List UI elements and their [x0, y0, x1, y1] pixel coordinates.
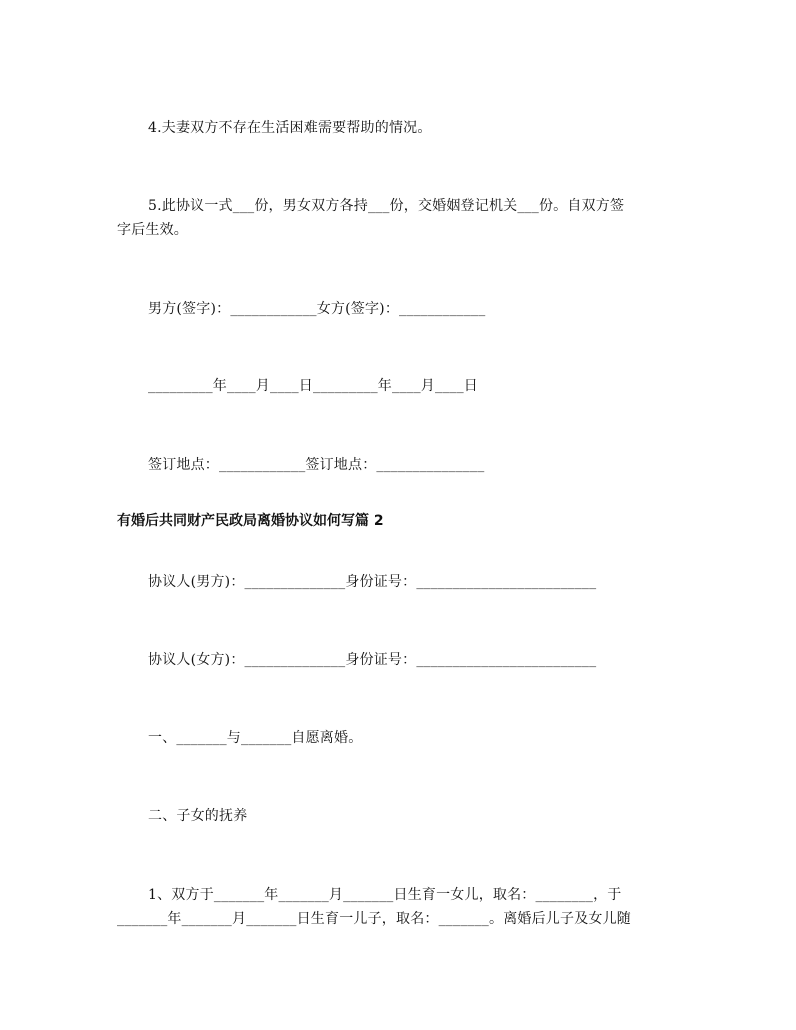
signature-line: 男方(签字)：____________女方(签字)：____________ — [148, 301, 486, 317]
section-heading: 有婚后共同财产民政局离婚协议如何写篇 2 — [117, 513, 384, 529]
clause-5-line-2: 字后生效。 — [117, 222, 188, 238]
clause-one: 一、_______与_______自愿离婚。 — [148, 730, 363, 746]
child-clause-line-1: 1、双方于_______年_______月_______日生育一女儿，取名：________，于 — [148, 887, 622, 903]
clause-5-line-1: 5.此协议一式___份，男女双方各持___份，交婚姻登记机关___份。自双方签 — [148, 198, 625, 214]
clause-two-title: 二、子女的抚养 — [148, 808, 248, 824]
party-male-line: 协议人(男方)：______________身份证号：_________________________ — [148, 574, 597, 590]
date-line: _________年____月____日_________年____月____日 — [148, 378, 478, 394]
child-clause-line-2: _______年_______月_______日生育一儿子，取名：_______。离婚后儿子及女儿随 — [117, 911, 631, 927]
clause-4: 4.夫妻双方不存在生活困难需要帮助的情况。 — [148, 120, 432, 136]
party-female-line: 协议人(女方)：______________身份证号：_________________________ — [148, 652, 597, 668]
signing-place-line: 签订地点：____________签订地点：_______________ — [148, 457, 485, 473]
